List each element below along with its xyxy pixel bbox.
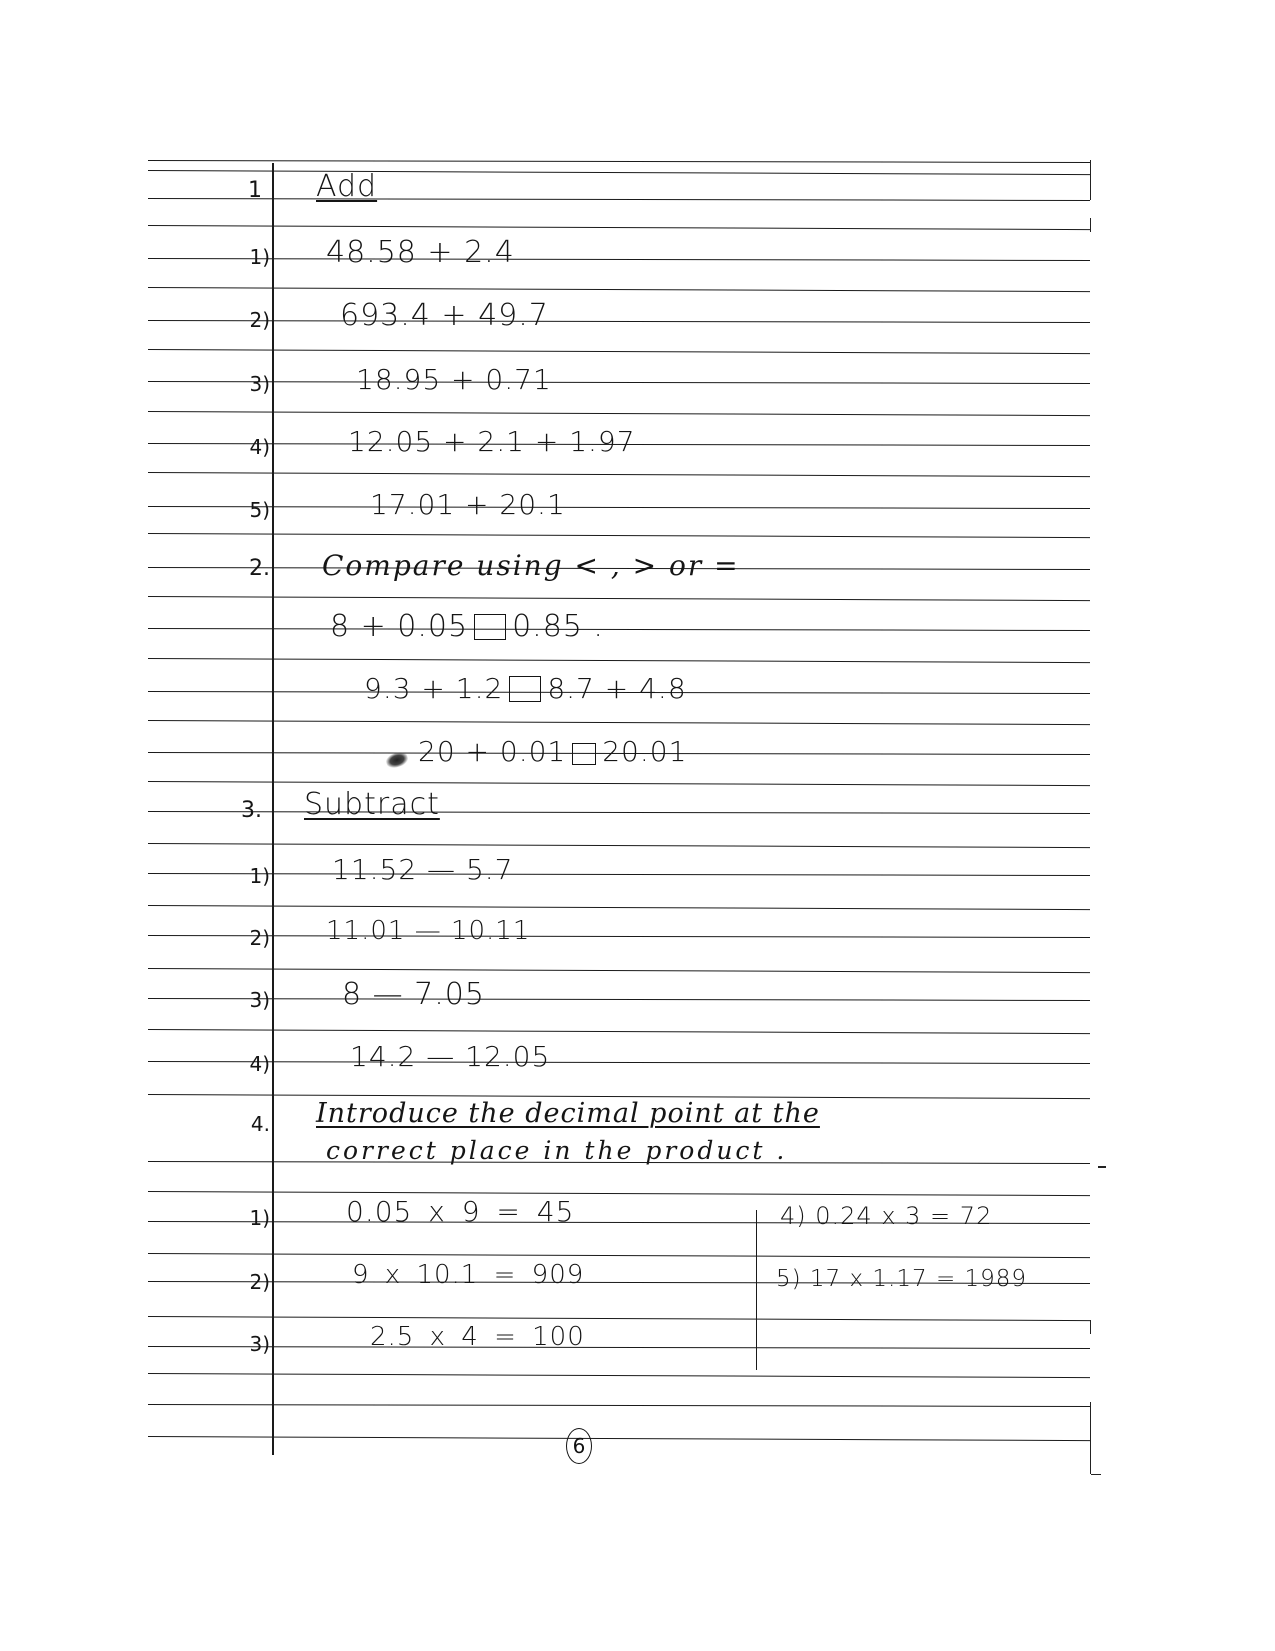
ruled-line: [148, 811, 1090, 814]
item-number: 2): [249, 1270, 270, 1294]
add-item: 12.05 + 2.1 + 1.97: [348, 425, 636, 458]
ruled-line: [148, 1061, 1090, 1064]
item-number: 1): [249, 864, 270, 888]
ruled-line: [148, 628, 1090, 631]
edge-mark: [1091, 1474, 1101, 1475]
section-title-compare: Compare using < , > or =: [322, 549, 740, 582]
section-title-product-line1: Introduce the decimal point at the: [316, 1098, 820, 1129]
ruled-line: [148, 720, 1090, 725]
ruled-line: [148, 1029, 1090, 1034]
product-item: 0.05 x 9 = 45: [346, 1195, 575, 1228]
add-item: 17.01 + 20.1: [370, 488, 566, 521]
section-number: 3.: [241, 798, 262, 823]
ruled-line: [148, 1373, 1090, 1378]
ruled-line: [148, 781, 1090, 786]
edge-mark: [1090, 160, 1091, 200]
section-number: 4.: [250, 1112, 270, 1136]
compare-right: 8.7 + 4.8: [547, 672, 687, 705]
edge-mark: [1090, 1402, 1091, 1474]
subtract-item: 11.01 — 10.11: [326, 916, 531, 946]
item-number: 3): [249, 372, 270, 396]
compare-left: 20 + 0.01: [418, 735, 567, 768]
item-number: 1): [249, 1206, 270, 1230]
ruled-line: [148, 905, 1090, 910]
ruled-line: [148, 472, 1090, 477]
ruled-line: [148, 658, 1090, 663]
ruled-line: [148, 968, 1090, 973]
compare-left: 8 + 0.05: [330, 609, 469, 644]
answer-box[interactable]: [474, 614, 506, 640]
ruled-line: [148, 1316, 1090, 1321]
ruled-line: [148, 596, 1090, 601]
subtract-item: 8 — 7.05: [342, 977, 485, 1012]
compare-item: [330, 609, 604, 644]
add-item: 693.4 + 49.7: [340, 298, 549, 333]
product-item: 4) 0.24 x 3 = 72: [780, 1202, 993, 1230]
ruled-line: [148, 349, 1090, 354]
ruled-line: [148, 1346, 1090, 1349]
edge-mark: [1090, 218, 1091, 232]
ruled-line: [148, 320, 1090, 323]
compare-left: 9.3 + 1.2: [364, 672, 504, 705]
subtract-item: 14.2 — 12.05: [350, 1040, 551, 1073]
item-number: 3): [249, 988, 270, 1012]
section-title-subtract: Subtract: [304, 787, 440, 822]
ruled-line: [148, 1191, 1090, 1196]
product-item: 2.5 x 4 = 100: [370, 1322, 585, 1352]
ruled-line: [148, 998, 1090, 1001]
product-item: 9 x 10.1 = 909: [352, 1260, 585, 1290]
ruled-line: [148, 170, 1090, 175]
ruled-line: [148, 160, 1090, 163]
add-item: 48.58 + 2.4: [326, 235, 515, 270]
item-number: 1): [249, 245, 270, 269]
ruled-line: [148, 1253, 1090, 1258]
ruled-line: [148, 198, 1090, 201]
page-number: 6: [566, 1428, 592, 1464]
section-number: 2.: [249, 556, 270, 581]
answer-box[interactable]: [572, 743, 596, 765]
ruled-line: [148, 258, 1090, 261]
compare-item: [418, 735, 688, 768]
edge-mark: [1098, 1166, 1106, 1168]
item-number: 4): [249, 1052, 270, 1076]
ruled-line: [148, 381, 1090, 384]
ruled-line: [148, 935, 1090, 938]
ruled-line: [148, 843, 1090, 848]
edge-mark: [1090, 1320, 1091, 1334]
ruled-line: [148, 506, 1090, 509]
ruled-line: [148, 1404, 1090, 1407]
subtract-item: 11.52 — 5.7: [332, 853, 514, 886]
product-item: 5) 17 x 1.17 = 1989: [776, 1266, 1028, 1292]
margin-line: [272, 163, 274, 1455]
item-number: 2): [249, 308, 270, 332]
ruled-line: [148, 533, 1090, 538]
item-number: 3): [249, 1332, 270, 1356]
item-number: 2): [249, 926, 270, 950]
compare-right: 0.85 .: [512, 609, 604, 644]
section-number: 1: [248, 178, 262, 203]
column-divider: [756, 1210, 757, 1370]
ruled-line: [148, 225, 1090, 230]
ruled-line: [148, 287, 1090, 292]
compare-item: [364, 672, 687, 705]
answer-box[interactable]: [509, 676, 541, 702]
item-number: 4): [249, 435, 270, 459]
ruled-line: [148, 873, 1090, 876]
compare-right: 20.01: [602, 735, 688, 768]
section-title-add: Add: [316, 169, 378, 204]
ruled-line: [148, 411, 1090, 416]
add-item: 18.95 + 0.71: [356, 363, 552, 396]
item-number: 5): [249, 498, 270, 522]
ruled-line: [148, 1436, 1090, 1441]
section-title-product-line2: correct place in the product .: [326, 1136, 788, 1165]
